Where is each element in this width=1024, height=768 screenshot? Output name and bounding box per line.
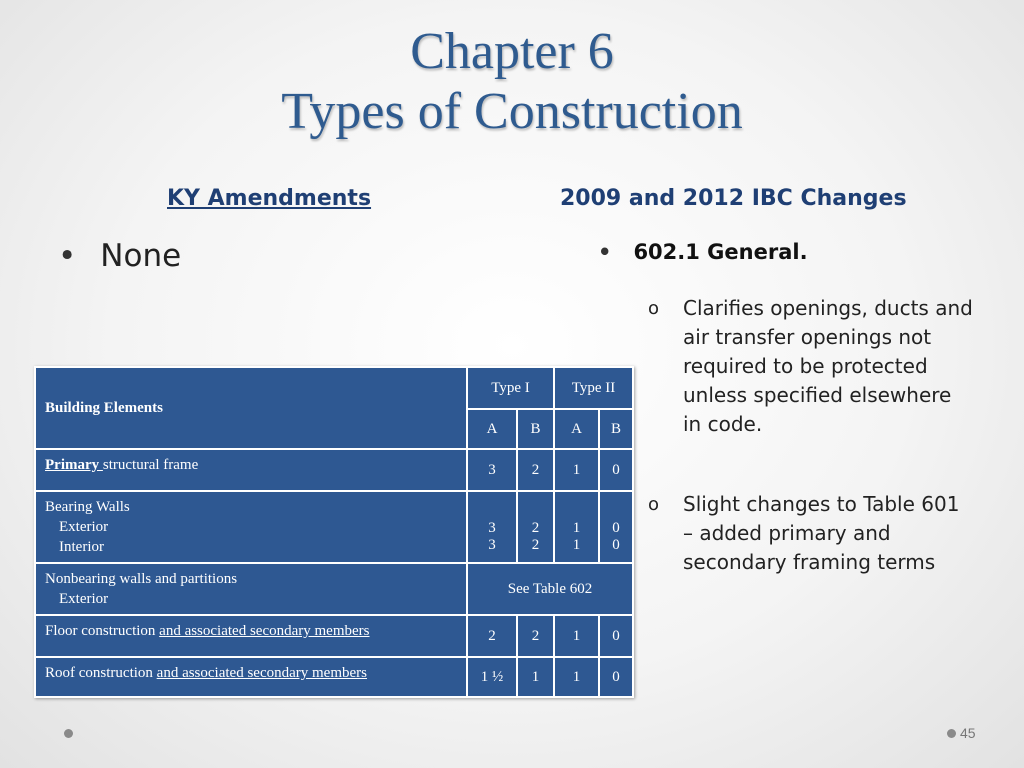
header-type-2: Type II <box>554 367 633 409</box>
table-row <box>35 491 633 563</box>
cell-value: 2 <box>467 615 517 657</box>
header-building-elements: Building Elements <box>35 367 467 449</box>
cell-value: 3 <box>467 449 517 491</box>
ibc-changes-heading: 2009 and 2012 IBC Changes <box>560 186 907 211</box>
ky-amendments-heading: KY Amendments <box>167 186 372 211</box>
header-sub-a: A <box>467 409 517 449</box>
row-label: Floor construction and associated secondary members <box>35 615 467 657</box>
footer-dot-icon <box>947 729 956 738</box>
header-sub-b: B <box>517 409 554 449</box>
cell-value: 1 ½ <box>467 657 517 697</box>
cell-value: 1 <box>554 449 599 491</box>
table-row <box>35 563 633 615</box>
right-bullet <box>598 240 808 264</box>
row-label: Primary structural frame <box>35 449 467 491</box>
cell-value: 1 <box>554 657 599 697</box>
cell-value: 3 3 <box>467 491 517 563</box>
building-elements-table <box>34 366 634 698</box>
title-line-1: Chapter 6 <box>410 23 614 80</box>
bullet-icon: • <box>58 238 77 274</box>
left-bullet-text: None <box>100 238 182 274</box>
cell-value: 0 <box>599 657 633 697</box>
sub-bullet-1 <box>648 294 973 439</box>
cell-value: 2 <box>517 615 554 657</box>
cell-value: 1 <box>554 615 599 657</box>
cell-value: 2 <box>517 449 554 491</box>
header-type-1: Type I <box>467 367 554 409</box>
cell-value: 2 2 <box>517 491 554 563</box>
sub-bullet-text: Clarifies openings, ducts and air transfer openings not required to be protected unless specified elsewhere in code. <box>683 296 973 436</box>
sub-bullet-2 <box>648 490 973 577</box>
page-number: 45 <box>960 725 976 741</box>
row-label: Nonbearing walls and partitions Exterior <box>35 563 467 615</box>
sub-bullet-text: Slight changes to Table 601 – added primary and secondary framing terms <box>683 492 960 574</box>
right-bullet-text: 602.1 General. <box>633 240 808 264</box>
table-row <box>35 657 633 697</box>
table-row <box>35 615 633 657</box>
header-sub-b: B <box>599 409 633 449</box>
cell-value: 0 <box>599 449 633 491</box>
header-sub-a: A <box>554 409 599 449</box>
circle-bullet-icon: o <box>648 494 660 515</box>
table-row <box>35 449 633 491</box>
row-label: Roof construction and associated secondary members <box>35 657 467 697</box>
cell-value: 1 1 <box>554 491 599 563</box>
row-label: Bearing Walls Exterior Interior <box>35 491 467 563</box>
circle-bullet-icon: o <box>648 298 660 319</box>
cell-value: 1 <box>517 657 554 697</box>
cell-value: 0 0 <box>599 491 633 563</box>
footer-dot-icon <box>64 729 73 738</box>
see-table-602: See Table 602 <box>467 563 633 615</box>
cell-value: 0 <box>599 615 633 657</box>
title-line-2: Types of Construction <box>281 83 743 140</box>
bullet-icon: • <box>598 240 612 264</box>
left-bullet <box>58 238 181 274</box>
slide-title <box>0 22 1024 142</box>
